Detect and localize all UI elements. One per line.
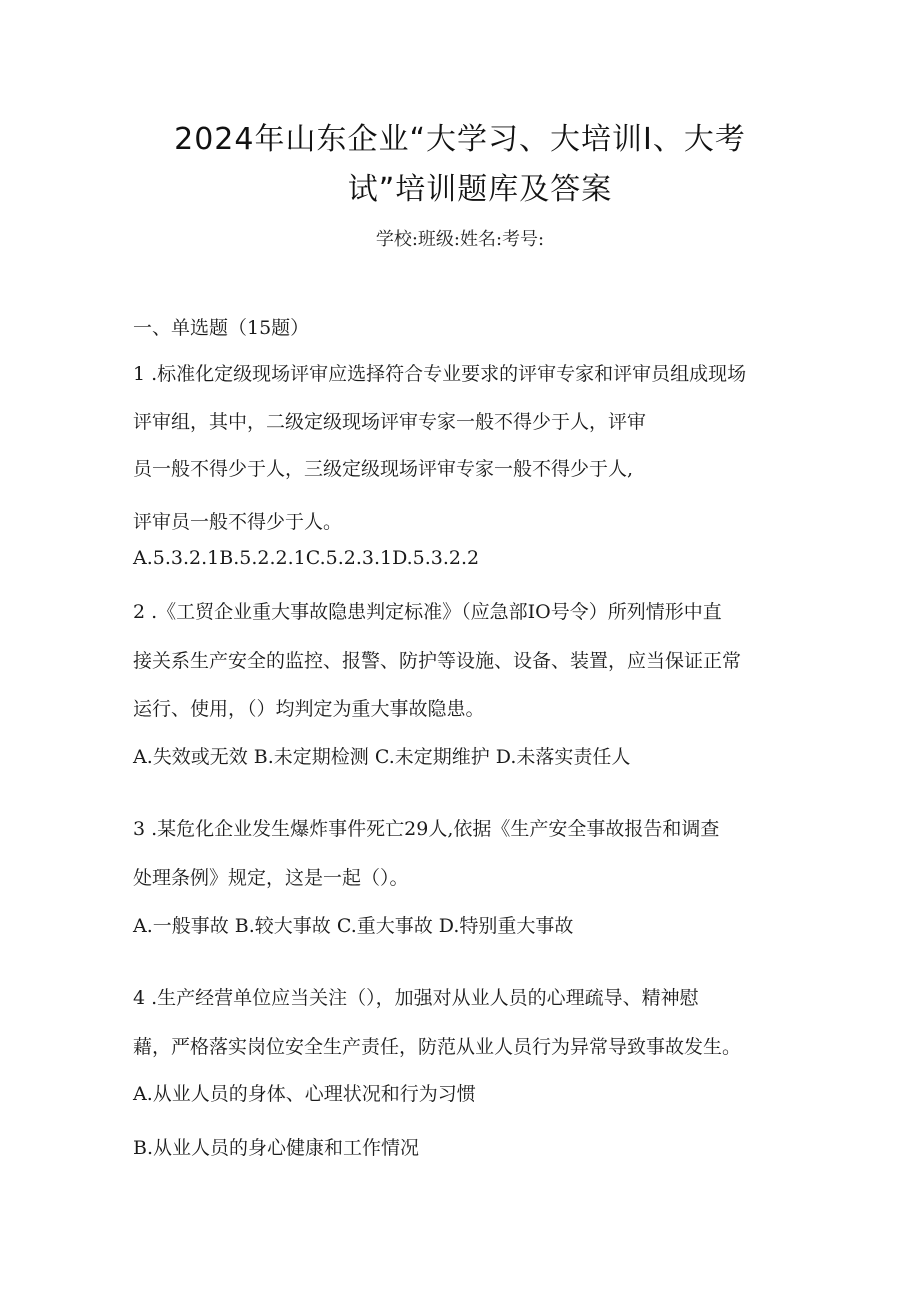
question-1-line-1: 1 .标准化定级现场评审应选择符合专业要求的评审专家和评审员组成现场 xyxy=(133,363,747,385)
question-2-line-2: 接关系生产安全的监控、报警、防护等设施、设备、装置，应当保证正常 xyxy=(133,650,742,672)
question-3-line-1: 3 .某危化企业发生爆炸事件死亡29人,依据《生产安全事故报告和调查 xyxy=(133,818,720,840)
student-info-line: 学校:班级:姓名:考号: xyxy=(375,229,545,250)
question-2-line-3: 运行、使用，（）均判定为重大事故隐患。 xyxy=(133,698,485,720)
question-1-line-2: 评审组，其中，二级定级现场评审专家一般不得少于人，评审 xyxy=(133,411,647,433)
question-1-line-4: 评审员一般不得少于人。 xyxy=(133,511,343,533)
question-4-option-b: B.从业人员的身心健康和工作情况 xyxy=(133,1137,420,1159)
document-title-line-1: 2024年山东企业“大学习、大培训I、大考 xyxy=(174,122,746,157)
document-title-line-2: 试”培训题库及答案 xyxy=(347,172,613,207)
question-1-line-3: 员一般不得少于人，三级定级现场评审专家一般不得少于人, xyxy=(133,458,634,480)
question-1-options: A.5.3.2.1B.5.2.2.1C.5.2.3.1D.5.3.2.2 xyxy=(133,547,480,569)
question-4-option-a: A.从业人员的身体、心理状况和行为习惯 xyxy=(133,1083,476,1105)
question-4-line-2: 藉，严格落实岗位安全生产责任，防范从业人员行为异常导致事故发生。 xyxy=(133,1036,742,1058)
question-4-line-1: 4 .生产经营单位应当关注（），加强对从业人员的心理疏导、精神慰 xyxy=(133,987,699,1009)
section-heading: 一、单选题（15题） xyxy=(133,317,310,339)
question-2-options: A.失效或无效 B.未定期检测 C.未定期维护 D.未落实责任人 xyxy=(133,746,631,768)
question-2-line-1: 2 .《工贸企业重大事故隐患判定标准》（应急部IO号令）所列情形中直 xyxy=(133,601,722,623)
question-3-line-2: 处理条例》规定，这是一起（）。 xyxy=(133,867,409,889)
question-3-options: A.一般事故 B.较大事故 C.重大事故 D.特别重大事故 xyxy=(133,915,574,937)
